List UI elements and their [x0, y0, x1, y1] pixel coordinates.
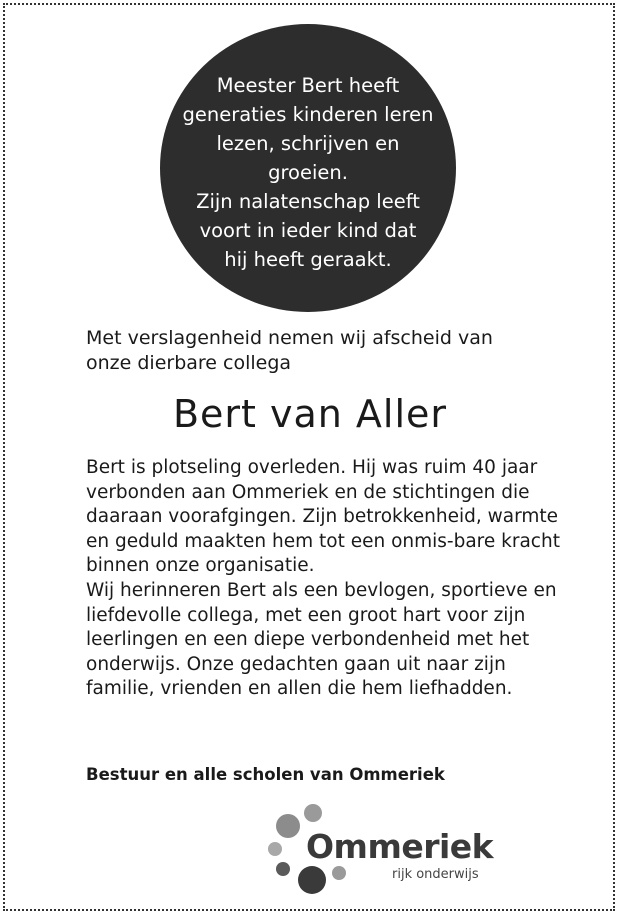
logo-dot-icon: [304, 804, 322, 822]
quote-line: lezen, schrijven en groeien.: [216, 131, 400, 184]
body-paragraph-1: Bert is plotseling overleden. Hij was ruim 40 jaar verbonden aan Ommeriek en de stichtingen die daaraan voorafgingen. Zijn betrokkenheid, warmte en geduld maakten hem tot een onmis-bare kracht binnen onze organisatie.: [86, 457, 560, 577]
body-text: [86, 456, 576, 702]
logo-dot-icon: [298, 866, 326, 894]
quote-line: Zijn nalatenschap leeft: [196, 189, 420, 213]
quote-line: generaties kinderen leren: [182, 102, 434, 126]
quote-line: Meester Bert heeft: [216, 73, 400, 97]
ommeriek-logo: [262, 800, 512, 900]
body-paragraph-2: Wij herinneren Bert als een bevlogen, sportieve en liefdevolle collega, met een groot hart voor zijn leerlingen en een diepe verbondenheid met het onderwijs. Onze gedachten gaan uit naar zijn familie, vrienden en allen die hem liefhadden.: [86, 579, 557, 700]
quote-line: hij heeft geraakt.: [224, 247, 392, 271]
quote-circle: [160, 24, 456, 312]
logo-tagline: rijk onderwijs: [392, 867, 479, 882]
signature: Bestuur en alle scholen van Ommeriek: [86, 765, 445, 784]
intro-line-1: Met verslagenheid nemen wij afscheid van: [86, 327, 493, 349]
intro-text: [86, 326, 546, 376]
logo-wordmark: Ommeriek: [306, 827, 494, 866]
logo-dot-icon: [276, 814, 300, 838]
quote-line: voort in ieder kind dat: [199, 218, 417, 242]
logo-dot-icon: [268, 842, 282, 856]
quote-text: [178, 71, 438, 274]
intro-line-2: onze dierbare collega: [86, 352, 292, 374]
logo-dot-icon: [332, 866, 346, 880]
deceased-name: Bert van Aller: [172, 392, 448, 436]
logo-dot-icon: [276, 862, 290, 876]
